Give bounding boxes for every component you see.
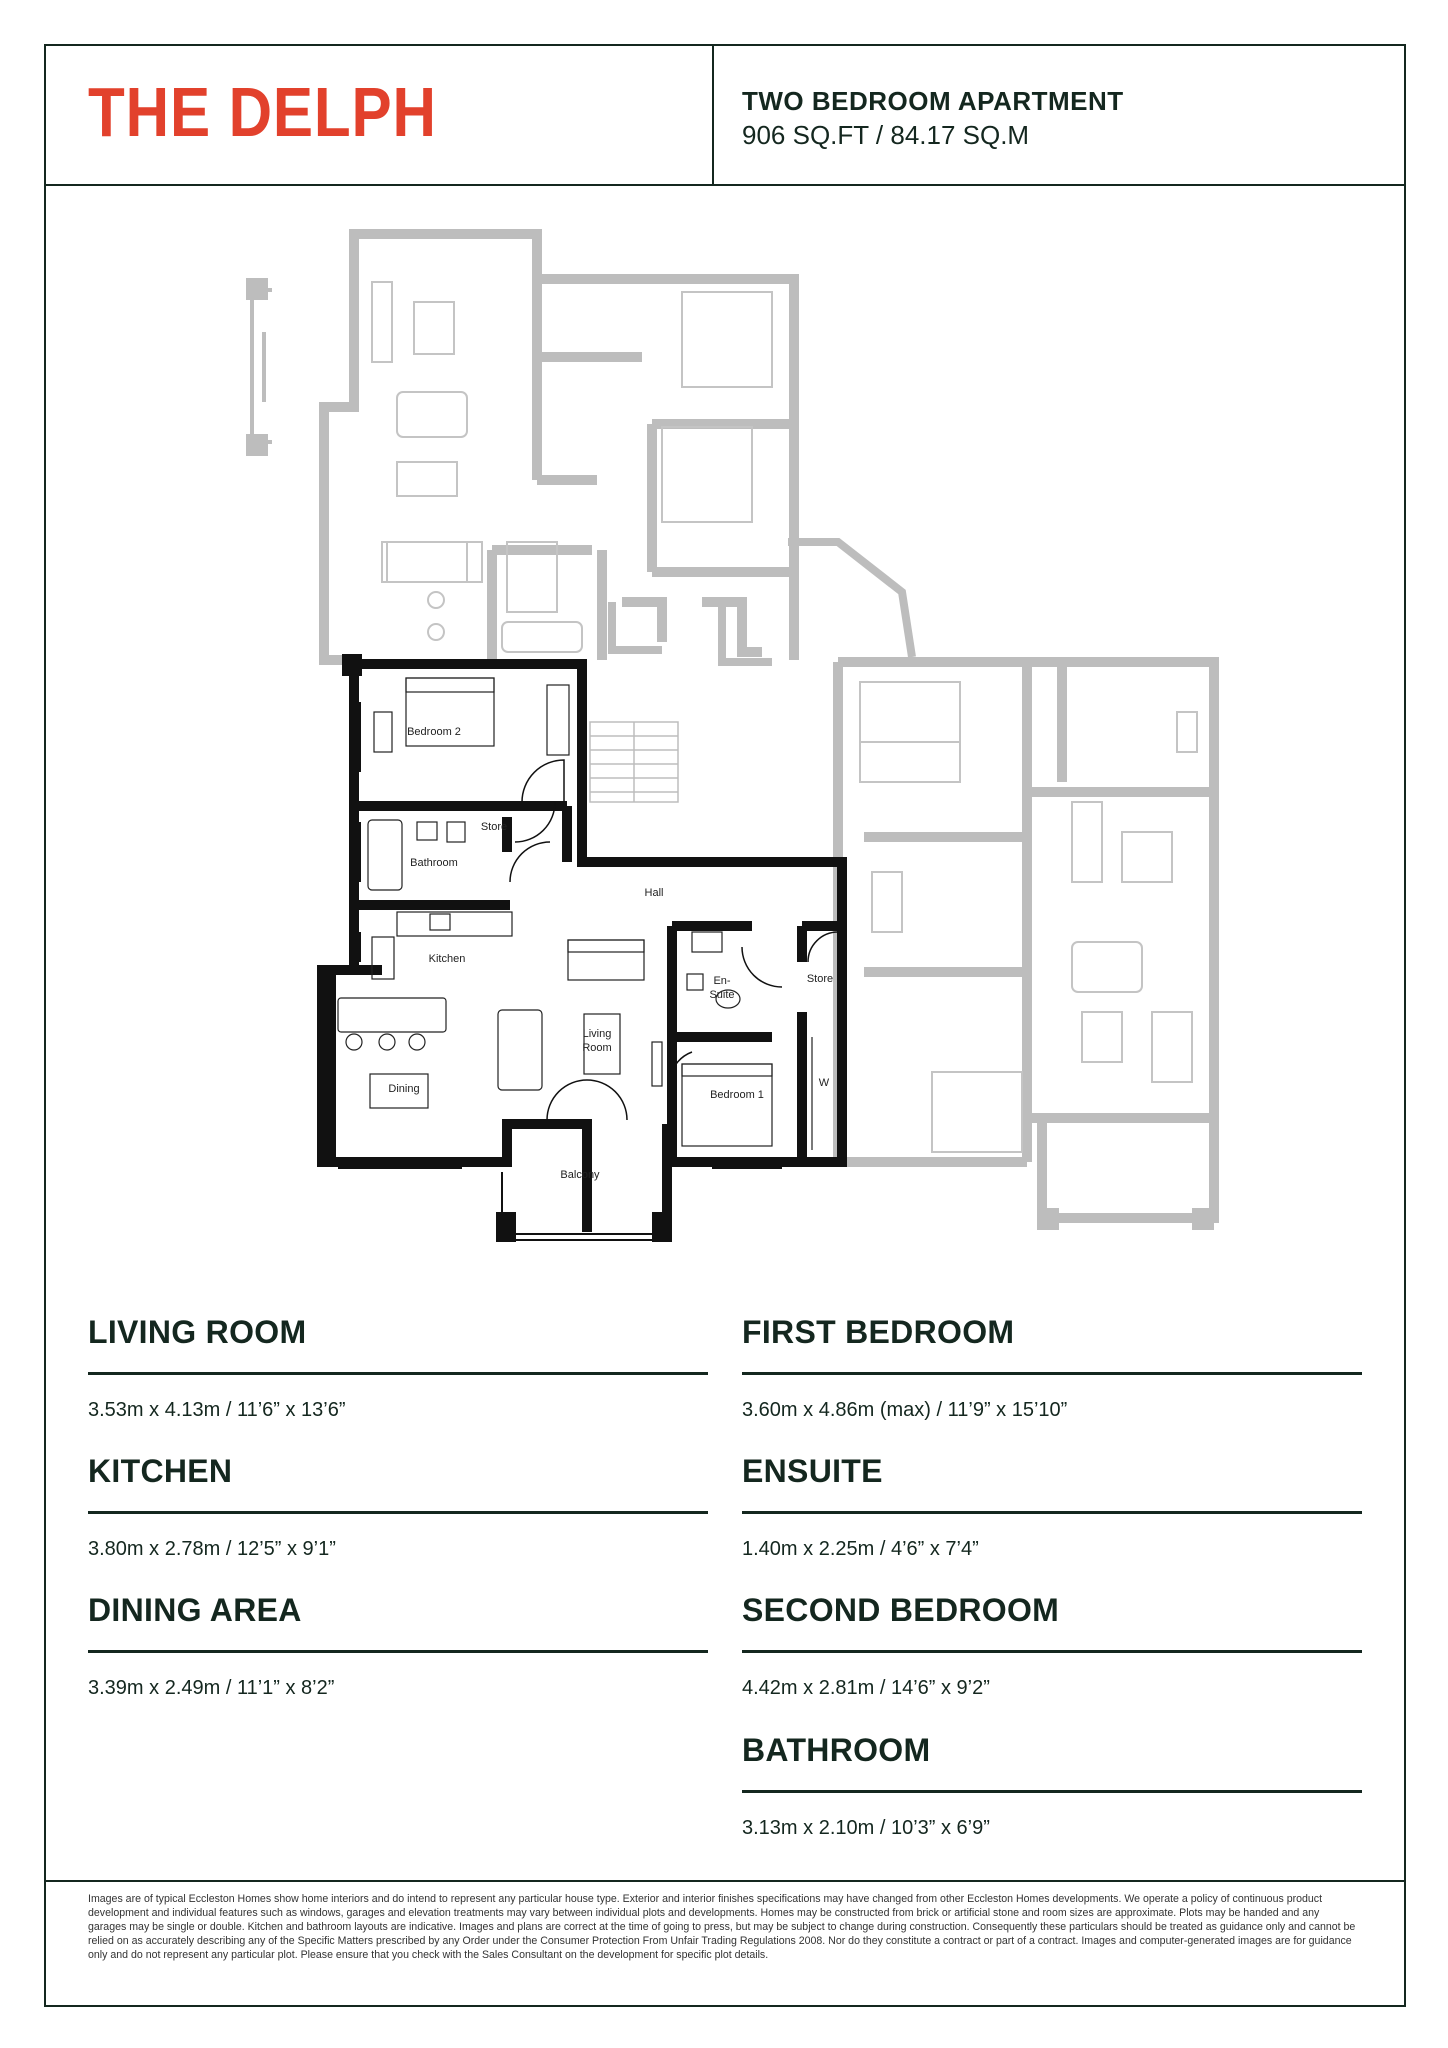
stairs — [590, 722, 678, 802]
label-living-2: Room — [582, 1042, 612, 1054]
spec-value: 3.60m x 4.86m (max) / 11’9” x 15’10” — [742, 1399, 1068, 1421]
context-apartment-upper — [324, 234, 794, 660]
spec-rule — [742, 1790, 1362, 1793]
context-apartment-right — [838, 662, 1214, 1218]
disclaimer-divider — [46, 1880, 1404, 1882]
spec-rule — [88, 1511, 708, 1514]
brand-logo: THE DELPH — [88, 73, 437, 151]
spec-title: LIVING ROOM — [88, 1314, 307, 1350]
label-bathroom: Bathroom — [410, 857, 458, 869]
spec-title: ENSUITE — [742, 1453, 883, 1489]
apartment-wall-blocks — [318, 654, 672, 1242]
spec-kitchen — [88, 1453, 708, 1561]
spec-title: FIRST BEDROOM — [742, 1314, 1015, 1350]
spec-bathroom — [742, 1732, 1362, 1840]
spec-rule — [88, 1372, 708, 1375]
spec-dining-area — [88, 1592, 708, 1700]
label-wardrobe: W — [818, 1077, 830, 1089]
spec-value: 3.39m x 2.49m / 11’1” x 8’2” — [88, 1677, 335, 1699]
spec-title: SECOND BEDROOM — [742, 1592, 1060, 1628]
label-ensuite-2: Suite — [709, 989, 735, 1001]
label-kitchen: Kitchen — [428, 953, 466, 965]
spec-title: BATHROOM — [742, 1732, 931, 1768]
spec-rule — [742, 1372, 1362, 1375]
spec-first-bedroom — [742, 1314, 1362, 1422]
header-divider — [712, 46, 714, 184]
spec-title: DINING AREA — [88, 1592, 302, 1628]
label-bedroom-2: Bedroom 2 — [407, 726, 461, 738]
spec-ensuite — [742, 1453, 1362, 1561]
spec-rule — [88, 1650, 708, 1653]
spec-living-room — [88, 1314, 708, 1422]
label-living-1: Living — [582, 1028, 612, 1040]
label-dining: Dining — [388, 1083, 420, 1095]
apartment-walls — [322, 664, 842, 1232]
context-upper-furniture — [372, 282, 772, 652]
spec-second-bedroom — [742, 1592, 1362, 1700]
spec-value: 1.40m x 2.25m / 4’6” x 7’4” — [742, 1538, 979, 1560]
context-right-pier-l — [1037, 1208, 1059, 1230]
apartment-type: TWO BEDROOM APARTMENT — [742, 86, 1124, 116]
label-ensuite-1: En- — [713, 975, 731, 987]
disclaimer-text: Images are of typical Eccleston Homes show home interiors and do intend to represent any particular house type. Exterior and interior finishes specifications may have changed from other Eccleston Homes developments. We operate a policy of continuous product development and individual features such as windows, garages and elevation treatments may vary between individual plots and developments. Homes may be constructed from brick or artificial stone and room sizes are approximate. Plots may be handed and any garages may be single or double. Kitchen and bathroom layouts are indicative. Images and plans are correct at the time of going to press, but may be subject to change during construction. Consequently these particulars should be treated as guidance only and cannot be relied on as accurately describing any of the Specific Matters prescribed by any Order under the Consumer Protection From Unfair Trading Regulations 2008. Nor do they constitute a contract or part of a contract. Images and computer-generated images are for guidance only and do not represent any particular plot. Please ensure that you check with the Sales Consultant on the development for specific plot details. — [88, 1893, 1356, 1961]
spec-rule — [742, 1511, 1362, 1514]
spec-value: 3.53m x 4.13m / 11’6” x 13’6” — [88, 1399, 346, 1421]
context-right-pier-r — [1192, 1208, 1214, 1230]
context-upper-bay — [246, 278, 272, 456]
apartment-furniture — [338, 678, 812, 1150]
spec-title: KITCHEN — [88, 1453, 233, 1489]
apartment-summary — [742, 84, 1124, 152]
spec-value: 3.80m x 2.78m / 12’5” x 9’1” — [88, 1538, 336, 1560]
brochure-sheet — [44, 44, 1406, 2007]
spec-value: 3.13m x 2.10m / 10’3” x 6’9” — [742, 1817, 990, 1839]
label-bedroom-1: Bedroom 1 — [710, 1089, 764, 1101]
header — [46, 46, 1404, 186]
label-store-1: Store — [480, 821, 508, 833]
label-store-2: Store — [806, 973, 834, 985]
label-balcony: Balcony — [560, 1169, 600, 1181]
apartment-area: 906 SQ.FT / 84.17 SQ.M — [742, 120, 1030, 150]
label-hall: Hall — [644, 887, 664, 899]
spec-rule — [742, 1650, 1362, 1653]
spec-value: 4.42m x 2.81m / 14’6” x 9’2” — [742, 1677, 990, 1699]
floor-plan — [46, 188, 1404, 1268]
